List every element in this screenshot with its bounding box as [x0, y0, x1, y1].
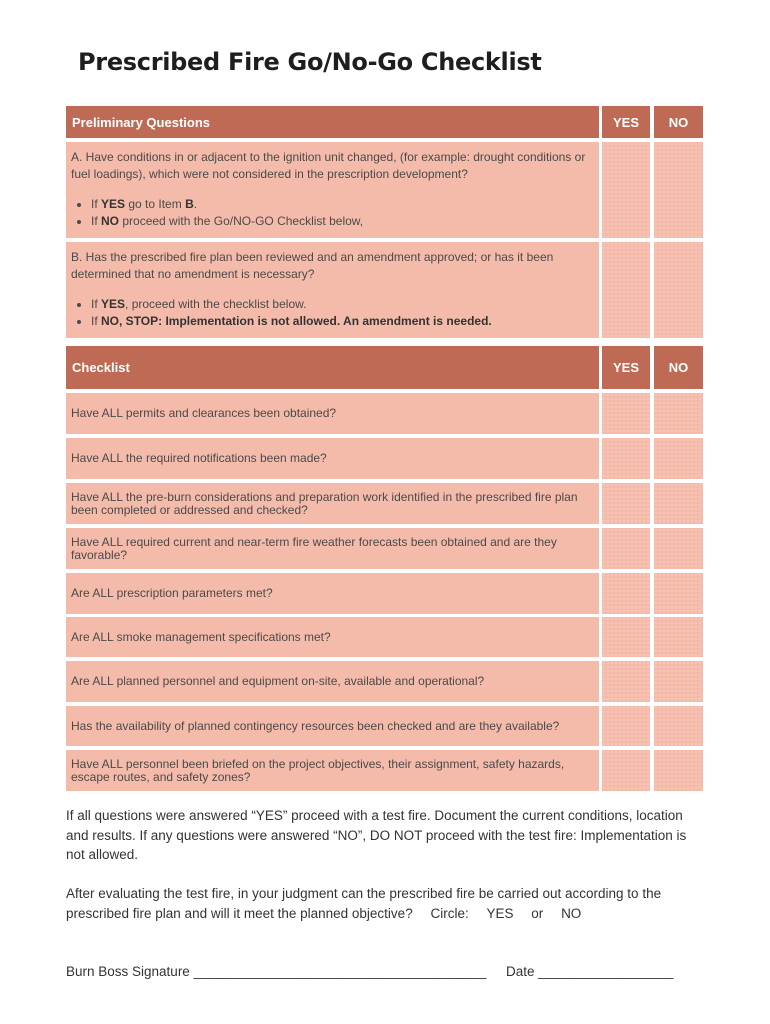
checklist-yes-box[interactable]: [602, 706, 650, 746]
checklist-no-box[interactable]: [654, 528, 703, 569]
preliminary-no-header: [654, 106, 703, 138]
checklist-no-box[interactable]: [654, 750, 703, 791]
checklist-item: Are ALL smoke management specifications met?: [66, 617, 599, 657]
question-a-bullets: [71, 196, 594, 230]
checklist-no-box[interactable]: [654, 661, 703, 702]
circle-option-yes[interactable]: YES: [486, 905, 514, 921]
checklist-no-header: [654, 346, 703, 389]
checklist-item: Have ALL personnel been briefed on the project objectives, their assignment, safety hazards, escape routes, and safety zones?: [66, 750, 599, 791]
circle-label: Circle:: [430, 905, 469, 921]
preliminary-no-label: NO: [668, 114, 689, 130]
date-line[interactable]: __________________: [538, 964, 674, 979]
checklist-no-box[interactable]: [654, 706, 703, 746]
checklist-yes-box[interactable]: [602, 617, 650, 657]
checklist-yes-label: YES: [612, 360, 639, 375]
checklist-yes-box[interactable]: [602, 573, 650, 614]
checklist-yes-box[interactable]: [602, 528, 650, 569]
checklist-no-box[interactable]: [654, 438, 703, 479]
checklist-header: [66, 346, 599, 389]
preliminary-header: [66, 106, 599, 138]
question-a-bullet-no: • If NO proceed with the Go/NO-GO Checklist below,: [91, 213, 594, 230]
checklist-no-box[interactable]: [654, 617, 703, 657]
checklist-yes-header: [602, 346, 650, 389]
preliminary-yes-label: YES: [612, 114, 639, 130]
checklist-no-box[interactable]: [654, 573, 703, 614]
question-b-yes-box[interactable]: [602, 242, 650, 338]
checklist-item: Have ALL permits and clearances been obtained?: [66, 393, 599, 434]
checklist-yes-box[interactable]: [602, 438, 650, 479]
question-b: [66, 242, 599, 338]
question-a-yes-box[interactable]: [602, 142, 650, 238]
question-b-text: B. Has the prescribed fire plan been reviewed and an amendment approved; or has it been determined that no amendment is necessary?: [71, 250, 554, 281]
question-a-no-box[interactable]: [654, 142, 703, 238]
checklist-no-box[interactable]: [654, 393, 703, 434]
instructions-paragraph: If all questions were answered “YES” proceed with a test fire. Document the current conditions, location and results. If any questions were answered “NO”, DO NOT proceed with the test fire: Implementation is not allowed.: [66, 808, 687, 862]
checklist-item: Are ALL prescription parameters met?: [66, 573, 599, 614]
checklist-item: Has the availability of planned contingency resources been checked and are they available?: [66, 706, 599, 746]
question-a: [66, 142, 599, 238]
checklist-yes-box[interactable]: [602, 483, 650, 524]
question-b-bullet-yes: • If YES, proceed with the checklist below.: [91, 296, 594, 313]
checklist-no-box[interactable]: [654, 483, 703, 524]
signature-row: [66, 962, 706, 982]
checklist-header-label: Checklist: [72, 360, 130, 375]
signature-line[interactable]: _______________________________________: [193, 964, 487, 979]
checklist-item: Have ALL the required notifications been made?: [66, 438, 599, 479]
checklist-yes-box[interactable]: [602, 750, 650, 791]
date-label: Date: [505, 964, 535, 979]
checklist-yes-box[interactable]: [602, 393, 650, 434]
question-a-text: A. Have conditions in or adjacent to the ignition unit changed, (for example: drought conditions or fuel loadings), which were not considered in the prescription development?: [71, 150, 586, 181]
question-b-no-box[interactable]: [654, 242, 703, 338]
question-b-bullets: [71, 296, 594, 330]
signature-label: Burn Boss Signature: [66, 964, 190, 979]
checklist-item: Are ALL planned personnel and equipment on-site, available and operational?: [66, 661, 599, 702]
checklist-yes-box[interactable]: [602, 661, 650, 702]
preliminary-yes-header: [602, 106, 650, 138]
evaluation-paragraph: [66, 884, 706, 923]
question-b-bullet-no: • If NO, STOP: Implementation is not allowed. An amendment is needed.: [91, 313, 594, 330]
page-title: Prescribed Fire Go/No-Go Checklist: [78, 48, 542, 76]
checklist-item: Have ALL required current and near-term fire weather forecasts been obtained and are they favorable?: [66, 528, 599, 569]
preliminary-header-label: Preliminary Questions: [72, 114, 210, 130]
evaluation-text: After evaluating the test fire, in your judgment can the prescribed fire be carried out according to the prescribed fire plan and will it meet the planned objective?: [66, 886, 662, 921]
question-a-bullet-yes: • If YES go to Item B.: [91, 196, 594, 213]
circle-or: or: [531, 905, 544, 921]
checklist-item: Have ALL the pre-burn considerations and preparation work identified in the prescribed fire plan been completed or addressed and checked?: [66, 483, 599, 524]
checklist-no-label: NO: [668, 360, 689, 375]
circle-option-no[interactable]: NO: [561, 905, 582, 921]
